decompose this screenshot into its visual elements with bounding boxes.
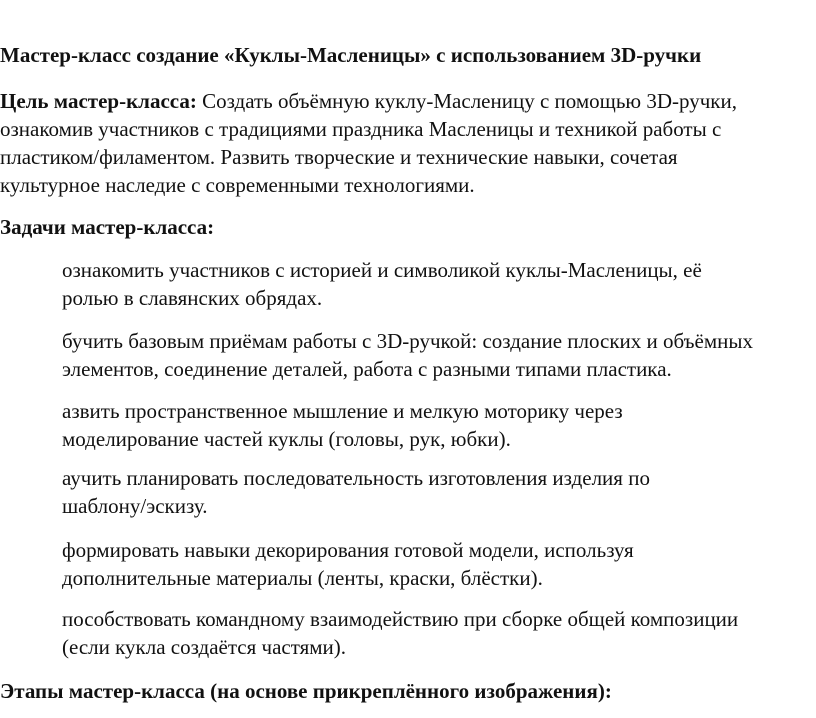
task-item-5-line-2: дополнительные материалы (ленты, краски, блёстки).	[62, 566, 543, 590]
document-title: Мастер-класс создание «Куклы-Масленицы» с использованием 3D-ручки	[0, 43, 702, 67]
goal-label: Цель мастер-класса:	[0, 89, 197, 113]
task-item-4-line-2: шаблону/эскизу.	[62, 494, 208, 518]
task-item-1-line-1: ознакомить участников с историей и символикой куклы-Масленицы, её	[62, 258, 702, 282]
task-item-6-line-1: пособствовать командному взаимодействию при сборке общей композиции	[62, 607, 739, 631]
stages-heading: Этапы мастер-класса (на основе прикреплённого изображения):	[0, 679, 612, 703]
goal-text-3: пластиком/филаментом. Развить творческие и технические навыки, сочетая	[0, 145, 678, 169]
task-item-5-line-1: формировать навыки декорирования готовой модели, используя	[62, 538, 634, 562]
goal-line-1	[0, 87, 737, 115]
task-item-3-line-1: азвить пространственное мышление и мелкую моторику через	[62, 399, 623, 423]
tasks-heading: Задачи мастер-класса:	[0, 215, 215, 239]
task-item-2-line-2: элементов, соединение деталей, работа с разными типами пластика.	[62, 357, 672, 381]
task-item-4-line-1: аучить планировать последовательность изготовления изделия по	[62, 466, 650, 490]
task-item-6-line-2: (если кукла создаётся частями).	[62, 635, 347, 659]
goal-text-1: Создать объёмную куклу-Масленицу с помощью 3D-ручки,	[196, 89, 737, 113]
task-item-3-line-2: моделирование частей куклы (головы, рук, юбки).	[62, 427, 511, 451]
goal-text-2: ознакомив участников с традициями праздника Масленицы и техникой работы с	[0, 117, 722, 141]
task-item-2-line-1: бучить базовым приёмам работы с 3D-ручкой: создание плоских и объёмных	[62, 329, 753, 353]
task-item-1-line-2: ролью в славянских обрядах.	[62, 286, 323, 310]
goal-text-4: культурное наследие с современными технологиями.	[0, 173, 475, 197]
